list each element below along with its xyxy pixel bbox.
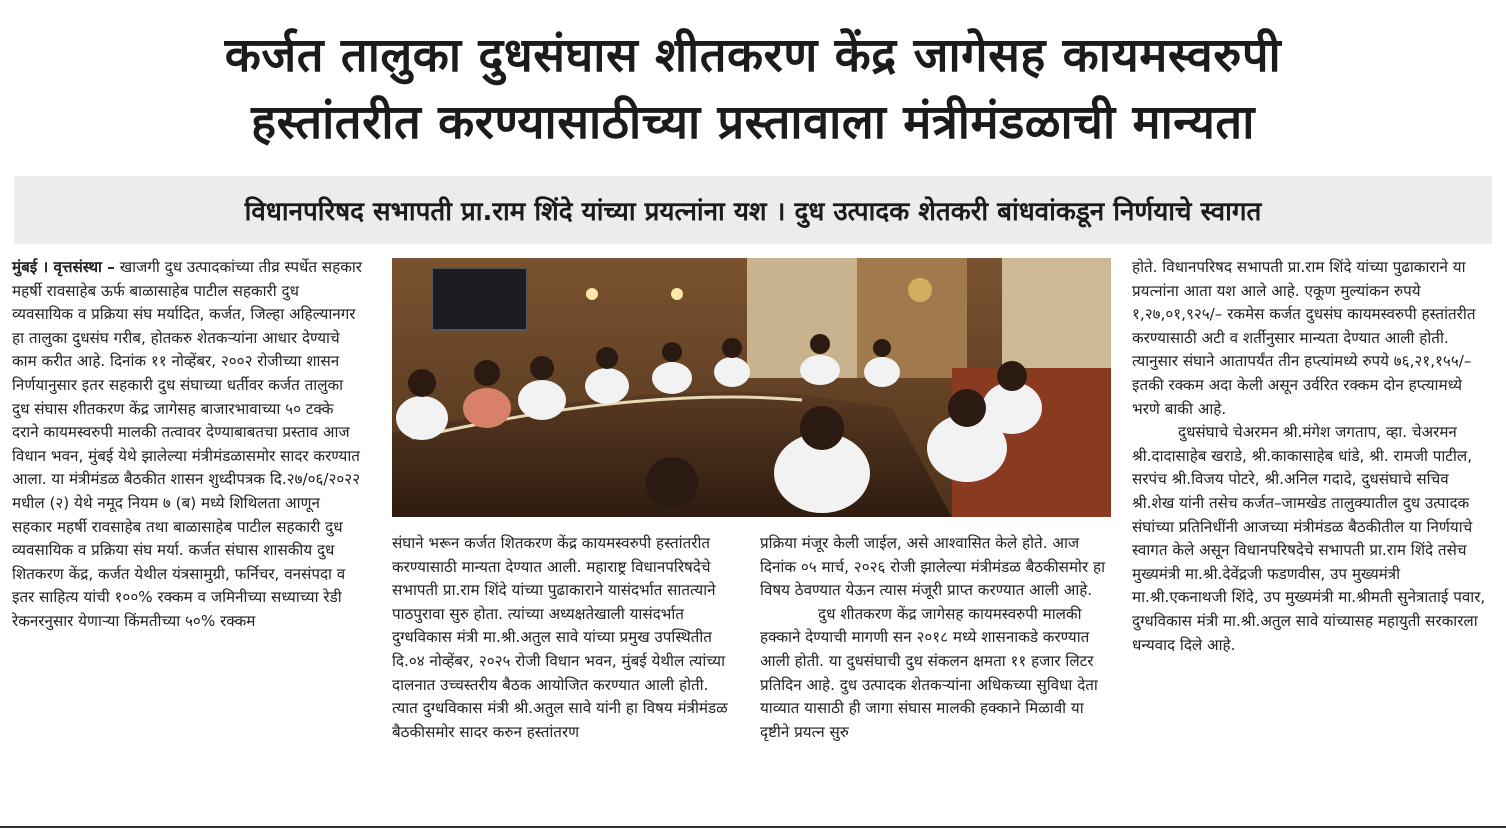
article-column-3 [760, 532, 1110, 744]
headline [0, 22, 1506, 156]
headline-line-1: कर्जत तालुका दुधसंघास शीतकरण केंद्र जागेसह कायमस्वरुपी [224, 28, 1282, 83]
article-column-1 [12, 256, 362, 634]
column-4-paragraph-1: होते. विधानपरिषद सभापती प्रा.राम शिंदे यांच्या पुढाकाराने या प्रयत्नांना आता यश आले आहे. एकूण मुल्यांकन रुपये १,२७,०१,९२५/– रकमेस कर्जत दुधसंघ कायमस्वरुपी हस्तांतरीत करण्यासाठी अटी व शर्तीनुसार मान्यता देण्यात आली होती. त्यानुसार संघाने आतापर्यंत तीन हप्त्यांमध्ये रुपये ७६,२१,१५५/– इतकी रक्कम अदा केली असून उर्वरित रक्कम दोन हप्त्यामध्ये भरणे बाकी आहे. [1132, 258, 1476, 418]
column-3-paragraph-1: प्रक्रिया मंजूर केली जाईल, असे आश्वासित केले होते. आज दिनांक ०५ मार्च, २०२६ रोजी झालेल्या मंत्रीमंडळ बैठकीसमोर हा विषय ठेवण्यात येऊन त्यास मंजूरी प्राप्त करण्यात आली आहे. [760, 534, 1105, 600]
article-column-2 [392, 532, 736, 744]
article-column-4 [1132, 256, 1492, 657]
column-3-paragraph-2: दुध शीतकरण केंद्र जागेसह कायमस्वरुपी मालकी हक्काने देण्याची मागणी सन २०१८ मध्ये शासनाकडे करण्यात आली होती. या दुधसंघाची दुध संकलन क्षमता ११ हजार लिटर प्रतिदिन आहे. दुध उत्पादक शेतकऱ्यांना अधिकच्या सुविधा देता याव्यात यासाठी ही जागा संघास मालकी हक्काने मिळावी या दृष्टीने प्रयत्न सुरु [760, 604, 1098, 741]
column-1-paragraph [12, 256, 362, 634]
headline-line-2: हस्तांतरीत करण्यासाठीच्या प्रस्तावाला मंत्रीमंडळाची मान्यता [251, 95, 1255, 150]
column-4-paragraph-2: दुधसंघाचे चेअरमन श्री.मंगेश जगताप, व्हा. चेअरमन श्री.दादासाहेब खराडे, श्री.काकासाहेब धांडे, श्री. रामजी पाटील, सरपंच श्री.विजय पोटरे, श्री.अनिल गदादे, दुधसंघाचे सचिव श्री.शेख यांनी तसेच कर्जत–जामखेड तालुक्यातील दुध उत्पादक संघांच्या प्रतिनिधींनी आजच्या मंत्रीमंडळ बैठकीतील या निर्णयाचे स्वागत केले असून विधानपरिषदेचे सभापती प्रा.राम शिंदे तसेच मुख्यमंत्री मा.श्री.देवेंद्रजी फडणवीस, उप मुख्यमंत्री मा.श्री.एकनाथजी शिंदे, उप मुख्यमंत्री मा.श्रीमती सुनेत्राताई पवार, दुग्धविकास मंत्री मा.श्री.अतुल सावे यांच्यासह महायुती सरकारला धन्यवाद दिले आहे. [1132, 423, 1486, 654]
meeting-photo-illustration [392, 258, 1111, 517]
dateline: मुंबई । वृत्तसंस्था – [12, 258, 115, 276]
column-2-paragraph: संघाने भरून कर्जत शितकरण केंद्र कायमस्वरुपी हस्तांतरीत करण्यासाठी मान्यता देण्यात आली. महाराष्ट्र विधानपरिषदेचे सभापती प्रा.राम शिंदे यांच्या पुढाकाराने यासंदर्भात सातत्याने पाठपुरावा सुरु होता. त्यांच्या अध्यक्षतेखाली यासंदर्भात दुग्धविकास मंत्री मा.श्री.अतुल सावे यांच्या प्रमुख उपस्थितीत दि.०४ नोव्हेंबर, २०२५ रोजी विधान भवन, मुंबई येथील त्यांच्या दालनात उच्चस्तरीय बैठक आयोजित करण्यात आली होती. त्यात दुग्धविकास मंत्री श्री.अतुल सावे यांनी हा विषय मंत्रीमंडळ बैठकीसमोर सादर करुन हस्तांतरण [392, 534, 728, 741]
subheadline: विधानपरिषद सभापती प्रा.राम शिंदे यांच्या प्रयत्नांना यश । दुध उत्पादक शेतकरी बांधवांकडून निर्णयाचे स्वागत [244, 197, 1262, 227]
column-1-text: खाजगी दुध उत्पादकांच्या तीव्र स्पर्धेत सहकार महर्षी रावसाहेब ऊर्फ बाळासाहेब पाटील सहकारी दुध व्यवसायिक व प्रक्रिया संघ मर्यादित, कर्जत, जिल्हा अहिल्यानगर हा तालुका दुधसंघ गरीब, होतकरु शेतकऱ्यांना आधार देण्याचे काम करीत आहे. दिनांक ११ नोव्हेंबर, २००२ रोजीच्या शासन निर्णयानुसार इतर सहकारी दुध संघाच्या धर्तीवर कर्जत तालुका दुध संघास शीतकरण केंद्र जागेसह बाजारभावाच्या ५० टक्के दराने कायमस्वरुपी मालकी तत्वावर देण्याबाबतचा प्रस्ताव आज विधान भवन, मुंबई येथे झालेल्या मंत्रीमंडळासमोर सादर करण्यात आला. या मंत्रीमंडळ बैठकीत शासन शुध्दीपत्रक दि.२७/०६/२०२२ मधील (२) येथे नमूद नियम ७ (ब) मध्ये शिथिलता आणून सहकार महर्षी रावसाहेब तथा बाळासाहेब पाटील सहकारी दुध व्यवसायिक व प्रक्रिया संघ मर्या. कर्जत संघास शासकीय दुध शितकरण केंद्र, कर्जत येथील यंत्रसामुग्री, फर्निचर, वनसंपदा व इतर साहित्य यांची १००% रक्कम व जमिनीच्या सध्याच्या रेडी रेकनरनुसार येणाऱ्या किंमतीच्या ५०% रक्कम [12, 258, 363, 630]
subheadline-bar [14, 176, 1492, 244]
meeting-photo [392, 258, 1111, 517]
bottom-rule [0, 826, 1506, 828]
